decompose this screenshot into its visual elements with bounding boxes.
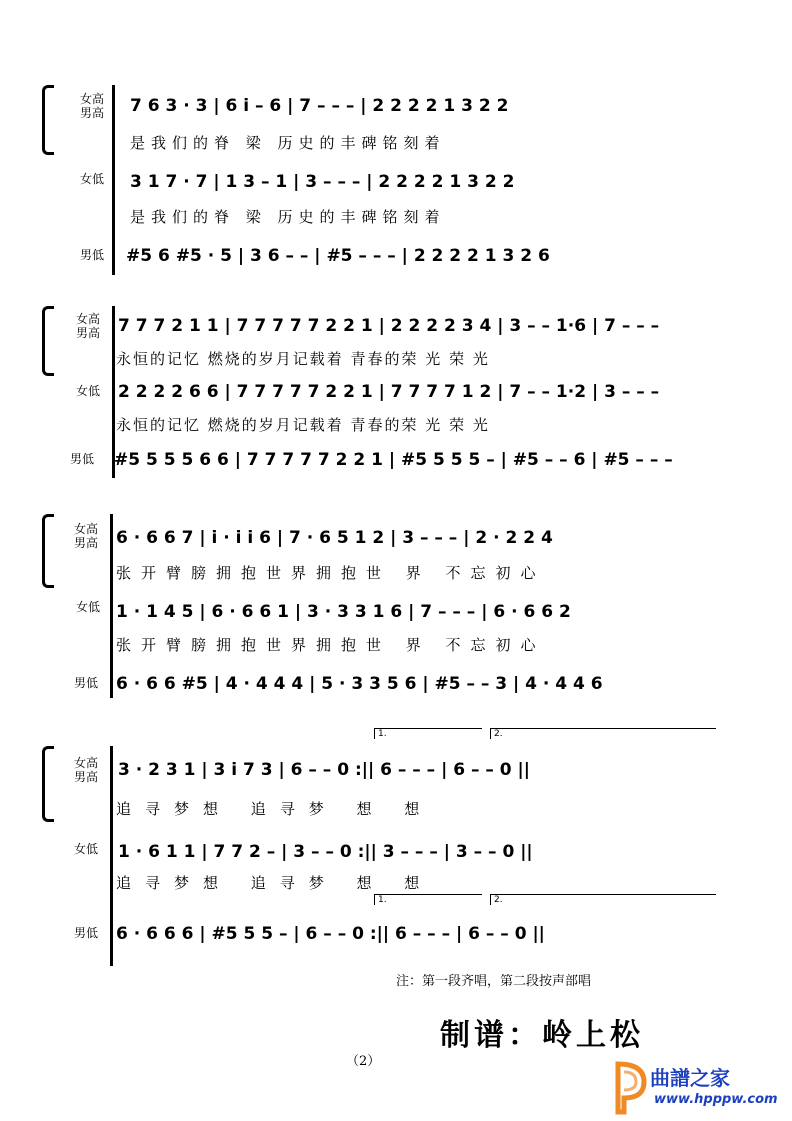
notes-bass: 6 · 6 6 #5 | 4 · 4 4 4 | 5 · 3 3 5 6 | #5 – – 3 | 4 · 4 4 6 xyxy=(116,674,603,694)
notes-soprano-tenor: 7 6 3 · 3 | 6 i – 6 | 7 – – – | 2 2 2 2 1 3 2 2 xyxy=(130,96,509,116)
brace xyxy=(42,746,54,822)
notes-alto: 3 1 7 · 7 | 1 3 – 1 | 3 – – – | 2 2 2 2 1 3 2 2 xyxy=(130,172,515,192)
logo-url: www.hpppw.com xyxy=(654,1092,778,1107)
part-label-bass: 男低 xyxy=(79,248,104,262)
part-label-alto: 女低 xyxy=(75,600,100,614)
part-label-alto: 女低 xyxy=(75,384,100,398)
lyrics-soprano-tenor: 张开臂膀拥抱世界拥抱世 界 不忘初心 xyxy=(116,564,546,582)
lyrics-soprano-tenor: 是我们的脊 梁 历史的丰碑铭刻着 xyxy=(130,134,446,152)
part-label-bass: 男低 xyxy=(73,926,98,940)
lyrics-alto: 永恒的记忆 燃烧的岁月记载着 青春的荣 光 荣 光 xyxy=(116,416,490,434)
notes-alto: 1 · 6 1 1 | 7 7 2 – | 3 – – 0 :|| 3 – – – | 3 – – 0 || xyxy=(118,842,533,862)
part-label-bass: 男低 xyxy=(69,452,94,466)
notes-soprano-tenor: 3 · 2 3 1 | 3 i 7 3 | 6 – – 0 :|| 6 – – – | 6 – – 0 || xyxy=(118,760,530,780)
page-number: （2） xyxy=(346,1054,381,1069)
brace xyxy=(42,85,54,155)
logo-mark-icon xyxy=(610,1058,650,1116)
part-label-alto: 女低 xyxy=(79,172,104,186)
part-label-bass: 男低 xyxy=(73,676,98,690)
notes-bass: 6 · 6 6 6 | #5 5 5 – | 6 – – 0 :|| 6 – – – | 6 – – 0 || xyxy=(116,924,545,944)
logo-name: 曲譜之家 xyxy=(650,1066,730,1090)
part-label-alto: 女低 xyxy=(73,842,98,856)
site-logo xyxy=(610,1058,782,1116)
brace xyxy=(42,306,54,376)
notes-bass: #5 5 5 5 6 6 | 7 7 7 7 7 2 2 1 | #5 5 5 5 – | #5 – – 6 | #5 – – – xyxy=(114,450,673,470)
footnote: 注：第一段齐唱，第二段按声部唱 xyxy=(396,974,592,989)
system-line xyxy=(112,85,115,275)
volta-2-bass: 2. xyxy=(490,894,716,905)
volta-2-top: 2. xyxy=(490,728,716,739)
lyrics-alto: 是我们的脊 梁 历史的丰碑铭刻着 xyxy=(130,208,446,226)
system-line xyxy=(110,746,113,966)
part-label-soprano-tenor: 女高 男高 xyxy=(73,522,98,550)
notes-alto: 2 2 2 2 6 6 | 7 7 7 7 7 2 2 1 | 7 7 7 7 1 2 | 7 – – 1·2 | 3 – – – xyxy=(118,382,660,402)
volta-1-top: 1. xyxy=(374,728,482,739)
notes-soprano-tenor: 7 7 7 2 1 1 | 7 7 7 7 7 2 2 1 | 2 2 2 2 3 4 | 3 – – 1·6 | 7 – – – xyxy=(118,316,660,336)
part-label-soprano-tenor: 女高 男高 xyxy=(79,92,104,120)
volta-1-bass: 1. xyxy=(374,894,482,905)
lyrics-alto: 张开臂膀拥抱世界拥抱世 界 不忘初心 xyxy=(116,636,546,654)
notes-alto: 1 · 1 4 5 | 6 · 6 6 1 | 3 · 3 3 1 6 | 7 – – – | 6 · 6 6 2 xyxy=(116,602,571,622)
part-label-soprano-tenor: 女高 男高 xyxy=(75,312,100,340)
notes-soprano-tenor: 6 · 6 6 7 | i · i i 6 | 7 · 6 5 1 2 | 3 – – – | 2 · 2 2 4 xyxy=(116,528,553,548)
part-label-soprano-tenor: 女高 男高 xyxy=(73,756,98,784)
lyrics-alto: 追寻梦想 追寻梦 想 想 xyxy=(116,874,434,892)
lyrics-soprano-tenor: 追寻梦想 追寻梦 想 想 xyxy=(116,800,434,818)
arranger-signature: 制谱：岭上松 xyxy=(440,1018,644,1053)
notes-bass: #5 6 #5 · 5 | 3 6 – – | #5 – – – | 2 2 2 2 1 3 2 6 xyxy=(126,246,550,266)
brace xyxy=(42,514,54,588)
system-line xyxy=(110,514,113,698)
lyrics-soprano-tenor: 永恒的记忆 燃烧的岁月记载着 青春的荣 光 荣 光 xyxy=(116,350,490,368)
